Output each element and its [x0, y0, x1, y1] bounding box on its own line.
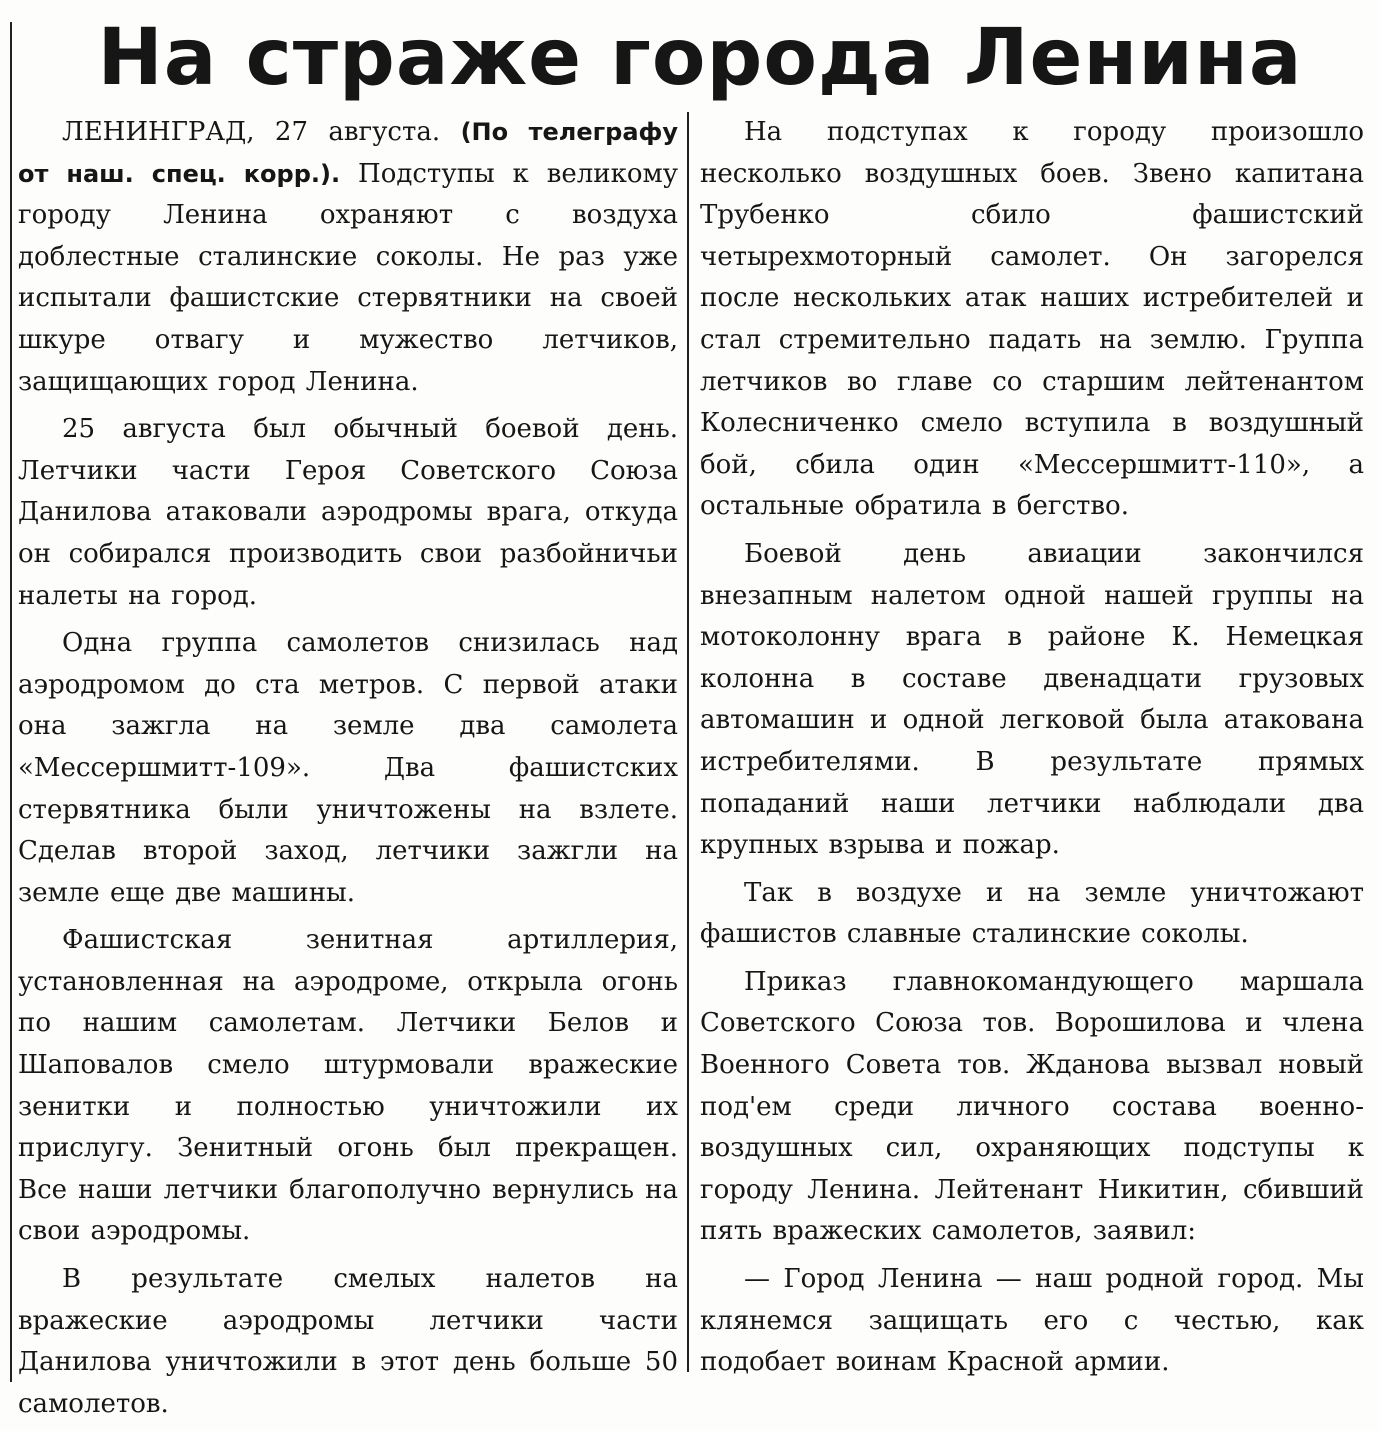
column-divider-rule: [687, 112, 689, 1372]
paragraph-dateline: [18, 112, 678, 403]
headline: На страже города Ленина: [97, 13, 1303, 103]
paragraph: 25 августа был обычный боевой день. Летчики части Героя Советского Союза Данилова атаковали аэродромы врага, откуда он собирался производить свои разбойничьи налеты на город.: [18, 414, 678, 611]
paragraph: Боевой день авиации закончился внезапным налетом одной нашей группы на мотоколонну врага в районе К. Немецкая колонна в составе двенадцати грузовых автомашин и одной легковой была атакована истребителями. В результате прямых попаданий наши летчики наблюдали два крупных взрыва и пожар.: [700, 538, 1364, 861]
left-margin-rule: [10, 22, 12, 1382]
paragraph: Одна группа самолетов снизилась над аэродромом до ста метров. С первой атаки она зажгла на земле два самолета «Мессершмитт-109». Два фашистских стервятника были уничтожены на взлете. Сделав второй заход, летчики зажгли на земле еще две машины.: [18, 628, 678, 908]
paragraph: Фашистская зенитная артиллерия, установленная на аэродроме, открыла огонь по нашим самолетам. Летчики Белов и Шаповалов смело штурмовали вражеские зенитки и полностью уничтожили их прислугу. Зенитный огонь был прекращен. Все наши летчики благополучно вернулись на свои аэродромы.: [18, 925, 678, 1247]
paragraph: Так в воздухе и на земле уничтожают фашистов славные сталинские соколы.: [700, 877, 1364, 950]
correspondent-credit: (По телеграфу от наш. спец. корр.).: [18, 118, 679, 188]
article-column-right: [700, 112, 1364, 1384]
paragraph: На подступах к городу произошло несколько воздушных боев. Звено капитана Трубенко сбило фашистский четырехмоторный самолет. Он загорелся после нескольких атак наших истребителей и стал стремительно падать на землю. Группа летчиков во главе со старшим лейтенантом Колесниченко смело вступила в воздушный бой, сбила один «Мессершмитт-110», а остальные обратила в бегство.: [700, 117, 1364, 522]
paragraph: Приказ главнокомандующего маршала Советского Союза тов. Ворошилова и члена Военного Совета тов. Жданова вызвал новый под'ем среди личного состава военно-воздушных сил, охраняющих подступы к городу Ленина. Лейтенант Никитин, сбивший пять вражеских самолетов, заявил:: [700, 966, 1364, 1247]
paragraph: В результате смелых налетов на вражеские аэродромы летчики части Данилова уничтожили в этот день больше 50 самолетов.: [18, 1264, 678, 1419]
quote-paragraph: — Город Ленина — наш родной город. Мы клянемся защищать его с честью, как подобает воинам Красной армии.: [700, 1264, 1364, 1378]
paragraph-body: Подступы к великому городу Ленина охраняют с воздуха доблестные сталинские соколы. Не раз уже испытали фашистские стервятники на своей шкуре отвагу и мужество летчиков, защищающих город Ленина.: [18, 158, 678, 397]
dateline: ЛЕНИНГРАД, 27 августа.: [62, 117, 441, 147]
article-column-left: [18, 112, 678, 1431]
